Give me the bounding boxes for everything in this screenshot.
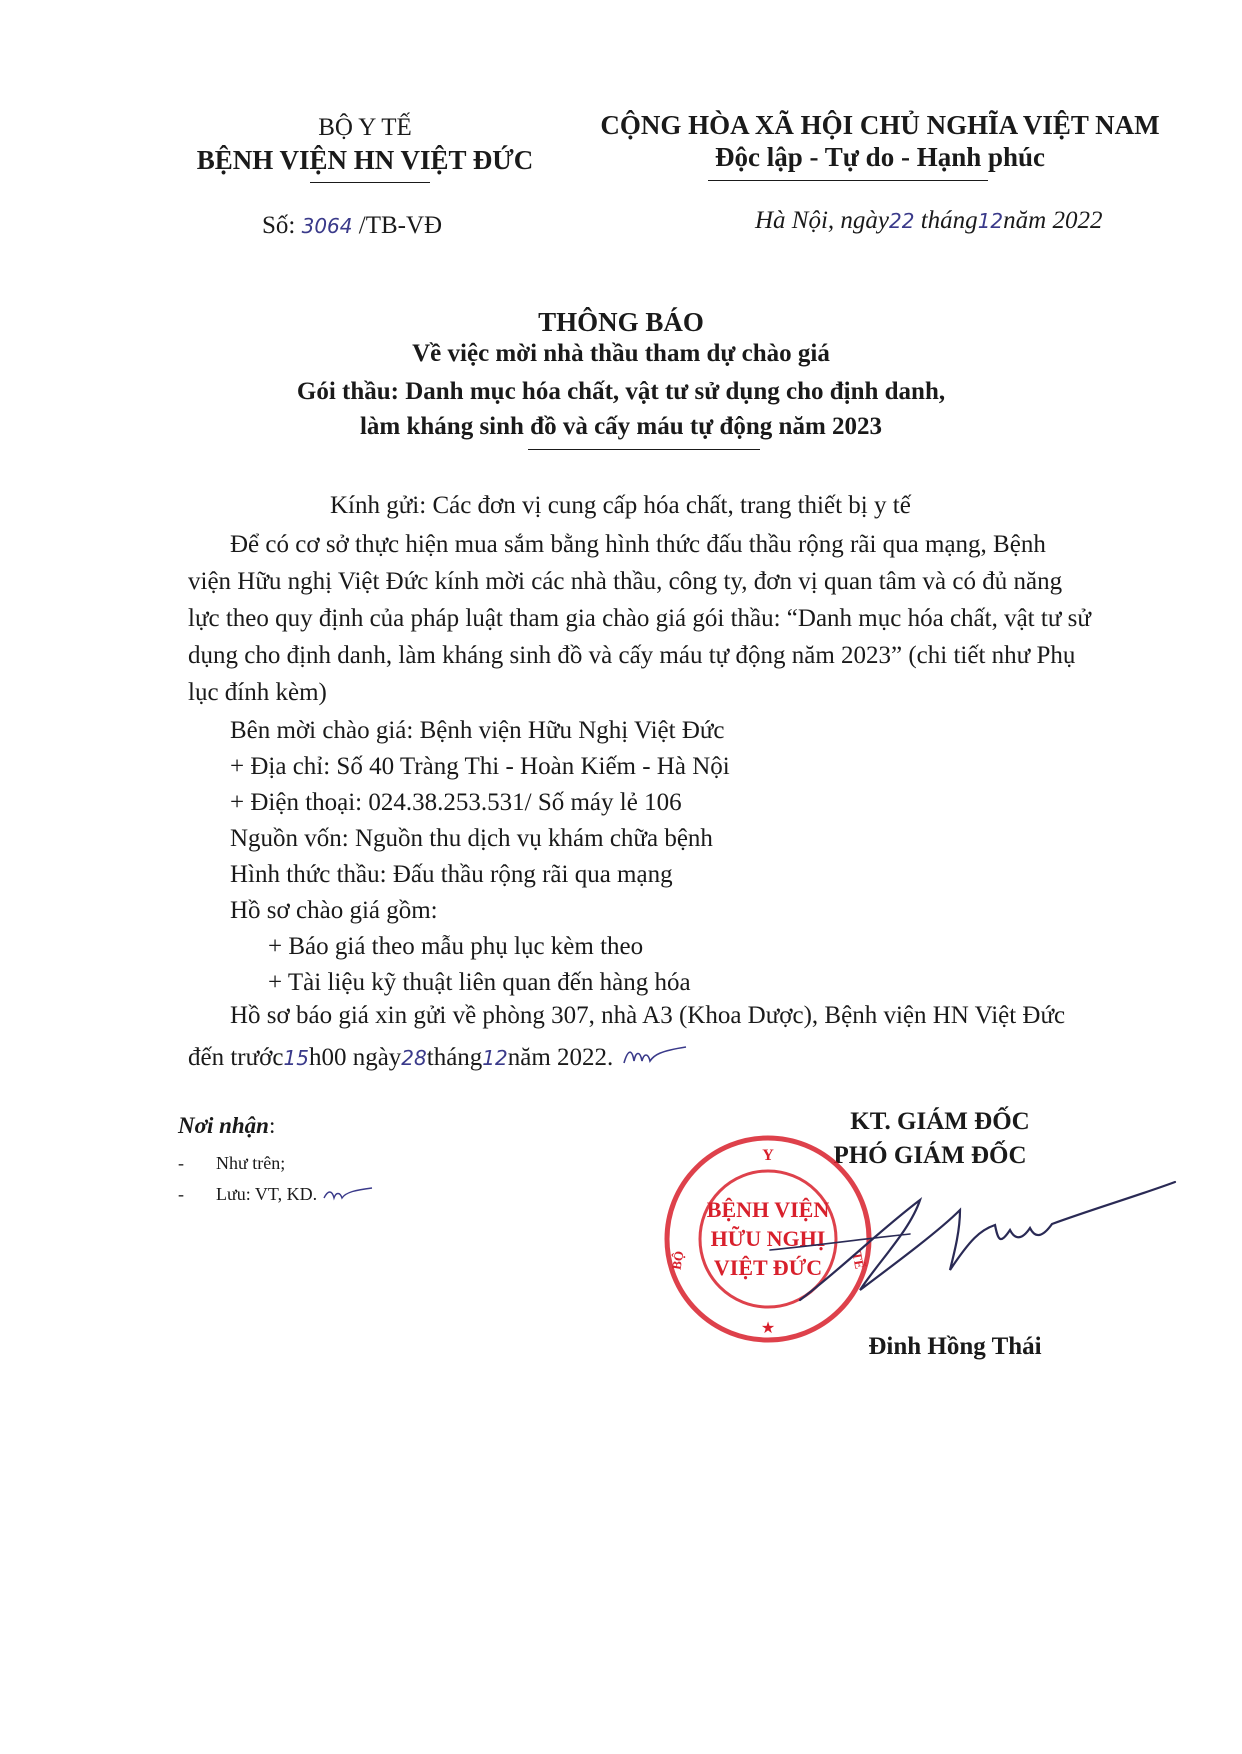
month-label: tháng xyxy=(920,207,978,234)
recipients-title-text: Nơi nhận xyxy=(178,1113,269,1138)
place-prefix: Hà Nội, ngày xyxy=(755,207,890,234)
recipients-title-colon: : xyxy=(268,1113,276,1138)
submission-prefix: đến trước xyxy=(188,1044,284,1071)
subject-line-2: Gói thầu: Danh mục hóa chất, vật tư sử dụng cho định danh, xyxy=(296,378,946,405)
submission-day-handwritten: 28 xyxy=(401,1046,427,1070)
paragraph-line-5: lục đính kèm) xyxy=(188,679,327,706)
submission-hour-handwritten: 15 xyxy=(283,1046,309,1070)
docno-prefix: Số: xyxy=(262,212,296,239)
motto-underline xyxy=(708,180,988,181)
stamp-ring-right: TẾ xyxy=(849,1250,868,1271)
submission-line-2 xyxy=(188,1041,690,1073)
recipients-title xyxy=(178,1113,275,1139)
country-name: CỘNG HÒA XÃ HỘI CHỦ NGHĨA VIỆT NAM xyxy=(600,110,1160,140)
signature-title-kt: KT. GIÁM ĐỐC xyxy=(850,1108,1030,1135)
handwritten-signature-icon xyxy=(760,1150,1180,1330)
submission-month-handwritten: 12 xyxy=(482,1046,508,1070)
stamp-line-1: BỆNH VIỆN xyxy=(706,1197,830,1222)
recipient-item: - Lưu: VT, KD. xyxy=(178,1184,374,1205)
dossier-item-quote: + Báo giá theo mẫu phụ lục kèm theo xyxy=(268,933,644,960)
signature-title-deputy: PHÓ GIÁM ĐỐC xyxy=(833,1142,1027,1169)
paragraph-line-2: viện Hữu nghị Việt Đức kính mời các nhà thầu, công ty, đơn vị quan tâm và có đủ năng xyxy=(188,568,1063,595)
submission-year: năm 2022. xyxy=(507,1044,614,1071)
submission-line-1: Hồ sơ báo giá xin gửi về phòng 307, nhà A3 (Khoa Dược), Bệnh viện HN Việt Đức xyxy=(230,1002,1066,1029)
date-day-handwritten: 22 xyxy=(889,209,915,233)
stamp-line-2: HỮU NGHỊ xyxy=(710,1226,826,1251)
paragraph-line-1: Để có cơ sở thực hiện mua sắm bằng hình thức đấu thầu rộng rãi qua mạng, Bệnh xyxy=(230,531,1046,558)
subject-line-3: làm kháng sinh đồ và cấy máu tự động năm 2023 xyxy=(359,413,883,440)
date-month-handwritten: 12 xyxy=(977,209,1004,233)
paragraph-line-4: dụng cho định danh, làm kháng sinh đồ và cấy máu tự động năm 2023” (chi tiết như Phụ xyxy=(188,642,1076,669)
place-date xyxy=(755,207,1102,235)
subject-line-1: Về việc mời nhà thầu tham dự chào giá xyxy=(412,340,830,367)
org-parent: BỘ Y TẾ xyxy=(318,114,412,141)
title-underline xyxy=(528,449,760,450)
document-number xyxy=(262,212,442,240)
docno-handwritten: 3064 xyxy=(301,214,353,238)
paragraph-line-3: lực theo quy định của pháp luật tham gia chào giá gói thầu: “Danh mục hóa chất, vật tư sử xyxy=(188,605,1091,632)
dossier-item-docs: + Tài liệu kỹ thuật liên quan đến hàng hóa xyxy=(268,969,691,996)
national-motto: Độc lập - Tự do - Hạnh phúc xyxy=(714,142,1046,172)
submission-hour-suffix: h00 ngày xyxy=(308,1044,402,1071)
detail-phone: + Điện thoại: 024.38.253.531/ Số máy lẻ 106 xyxy=(230,789,682,816)
initials-mark xyxy=(620,1041,690,1071)
initials-mark xyxy=(322,1184,374,1204)
detail-funding: Nguồn vốn: Nguồn thu dịch vụ khám chữa bệnh xyxy=(230,825,713,852)
document-title: THÔNG BÁO xyxy=(538,307,704,337)
org-name: BỆNH VIỆN HN VIỆT ĐỨC xyxy=(196,145,534,175)
org-underline xyxy=(310,182,430,183)
stamp-ring-left: BỘ xyxy=(668,1249,687,1271)
stamp-line-3: VIỆT ĐỨC xyxy=(713,1255,823,1280)
stamp-star: ★ xyxy=(760,1318,776,1337)
submission-month-label: tháng xyxy=(426,1044,483,1071)
detail-bid-form: Hình thức thầu: Đấu thầu rộng rãi qua mạng xyxy=(230,861,673,888)
recipient-item-text: Lưu: VT, KD. xyxy=(216,1184,318,1204)
detail-address: + Địa chỉ: Số 40 Tràng Thi - Hoàn Kiếm - Hà Nội xyxy=(230,753,730,780)
stamp-ring-top: Y xyxy=(762,1147,774,1164)
detail-inviter: Bên mời chào giá: Bệnh viện Hữu Nghị Việt Đức xyxy=(230,717,725,744)
recipient-item-text: Như trên; xyxy=(216,1153,286,1173)
salutation: Kính gửi: Các đơn vị cung cấp hóa chất, trang thiết bị y tế xyxy=(330,492,911,519)
signer-name: Đinh Hồng Thái xyxy=(868,1333,1042,1360)
detail-dossier: Hồ sơ chào giá gồm: xyxy=(230,897,438,924)
docno-suffix: /TB-VĐ xyxy=(358,212,443,239)
recipient-item: - Như trên; xyxy=(178,1153,286,1173)
year-label: năm 2022 xyxy=(1003,207,1103,234)
